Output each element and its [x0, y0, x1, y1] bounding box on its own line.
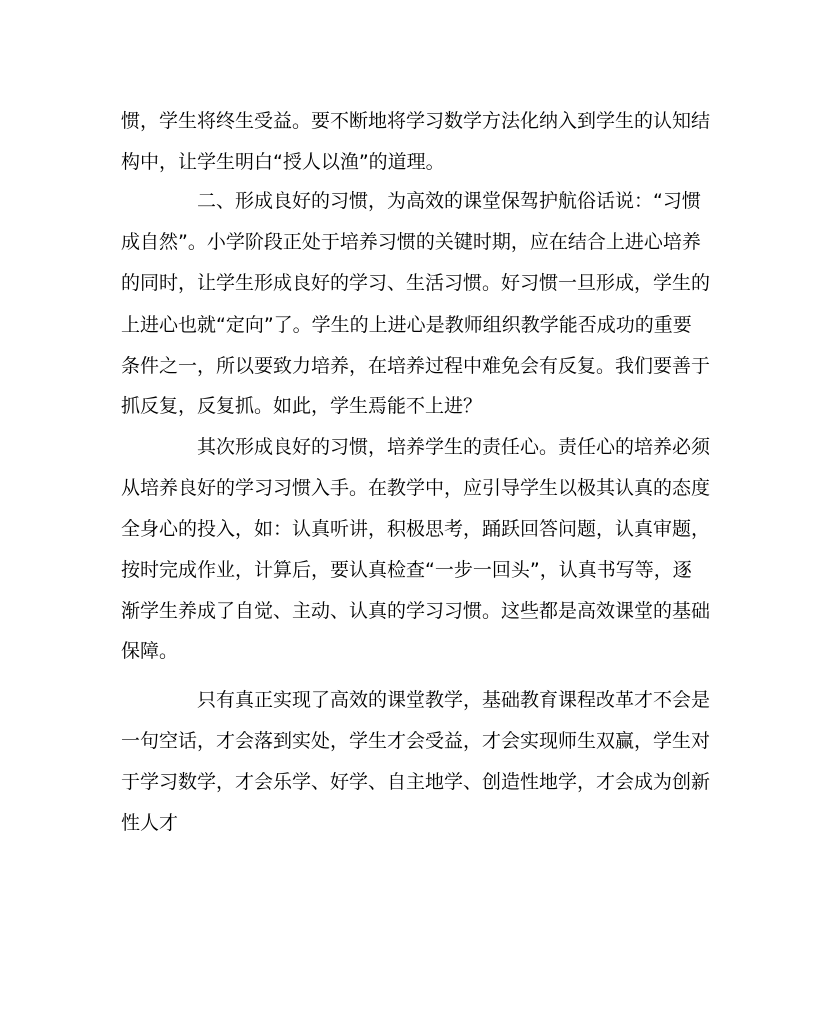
- paragraph-2-line-5: 条件之一，所以要致力培养，在培养过程中难免会有反复。我们要善于: [121, 355, 711, 377]
- paragraph-4-line-4: 性人才: [121, 812, 179, 834]
- paragraph-4-line-3: 于学习数学，才会乐学、好学、自主地学、创造性地学，才会成为创新: [121, 771, 711, 793]
- paragraph-2-line-4: 上进心也就“定向”了。学生的上进心是教师组织教学能否成功的重要: [121, 314, 692, 336]
- paragraph-4-line-2: 一句空话，才会落到实处，学生才会受益，才会实现师生双赢，学生对: [121, 730, 711, 752]
- paragraph-2-line-1: 二、形成良好的习惯，为高效的课堂保驾护航俗话说：“习惯: [197, 190, 701, 212]
- paragraph-3-line-3: 全身心的投入，如：认真听讲，积极思考，踊跃回答问题，认真审题，: [121, 518, 711, 540]
- paragraph-2-line-2: 成自然”。小学阶段正处于培养习惯的关键时期，应在结合上进心培养: [121, 231, 701, 253]
- paragraph-3-line-4: 按时完成作业，计算后，要认真检查“一步一回头”，认真书写等，逐: [121, 559, 692, 581]
- paragraph-1-line-1: 惯，学生将终生受益。要不断地将学习数学方法化纳入到学生的认知结: [121, 110, 711, 132]
- paragraph-2-line-3: 的同时，让学生形成良好的学习、生活习惯。好习惯一旦形成，学生的: [121, 272, 711, 294]
- paragraph-2-line-6: 抓反复，反复抓。如此，学生焉能不上进？: [121, 395, 483, 417]
- paragraph-3-line-2: 从培养良好的学习习惯入手。在教学中，应引导学生以极其认真的态度: [121, 477, 711, 499]
- paragraph-3-line-5: 渐学生养成了自觉、主动、认真的学习习惯。这些都是高效课堂的基础: [121, 600, 711, 622]
- paragraph-1-line-2: 构中，让学生明白“授人以渔”的道理。: [121, 151, 445, 173]
- paragraph-3-line-6: 保障。: [121, 640, 179, 662]
- paragraph-4-line-1: 只有真正实现了高效的课堂教学，基础教育课程改革才不会是: [197, 689, 711, 711]
- paragraph-3-line-1: 其次形成良好的习惯，培养学生的责任心。责任心的培养必须: [197, 436, 711, 458]
